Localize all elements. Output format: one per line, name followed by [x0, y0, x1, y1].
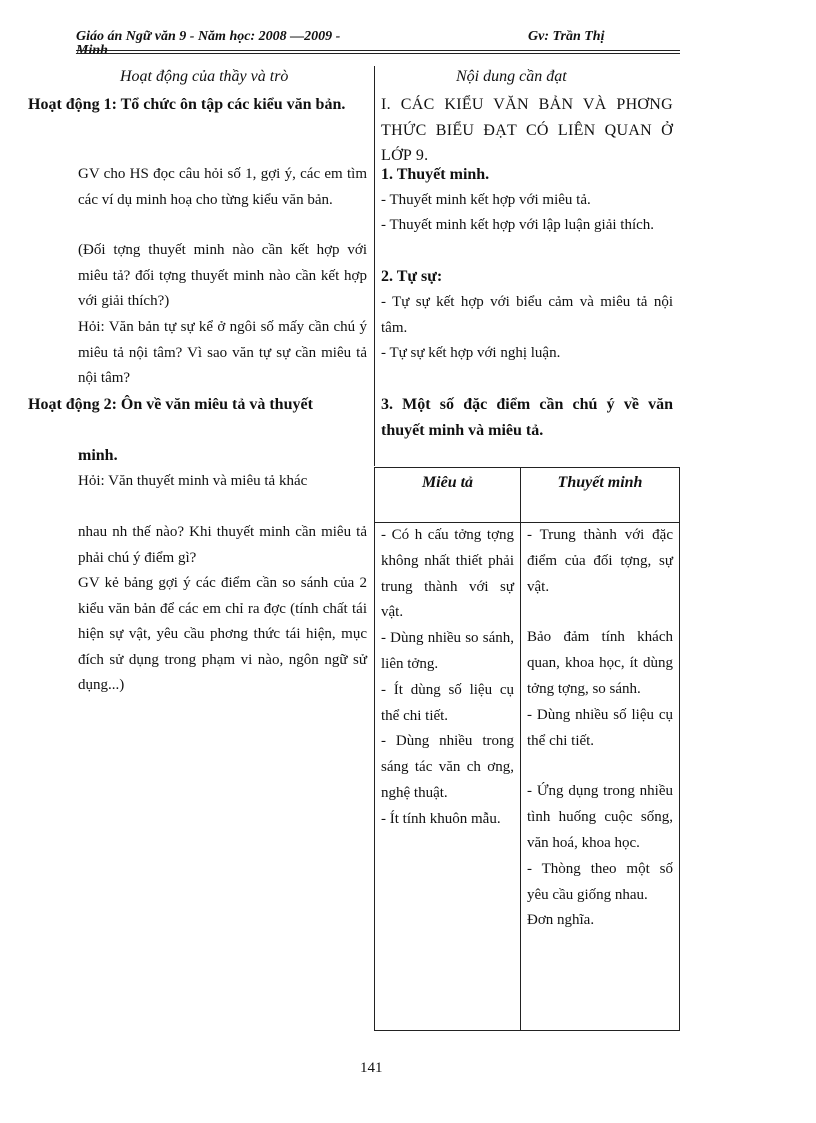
sub1-title: 1. Thuyết minh.	[381, 166, 490, 183]
thuyet-minh-item: Bảo đảm tính khách quan, khoa học, ít dùng tởng tợng, so sánh.	[527, 629, 673, 697]
left-column-title: Hoạt động của thầy và trò	[120, 68, 289, 85]
sub1-item: - Thuyết minh kết hợp với miêu tả.	[381, 192, 591, 208]
table-header-mieu-ta: Miêu tả	[375, 468, 521, 523]
mieu-ta-item: - Dùng nhiều so sánh, liên tởng.	[381, 630, 514, 672]
sub2-title: 2. Tự sự:	[381, 268, 443, 285]
page-header	[76, 29, 680, 58]
activity1-text: GV cho HS đọc câu hỏi số 1, gợi ý, các em tìm các ví dụ minh hoạ cho từng kiểu văn bản.	[78, 166, 367, 208]
thuyet-minh-item: - Ứng dụng trong nhiều tình huống cuộc sống, văn hoá, khoa học.	[527, 783, 673, 851]
sub2-item: - Tự sự kết hợp với nghị luận.	[381, 345, 561, 361]
activity1-paren: (Đối tợng thuyết minh nào cần kết hợp với miêu tả? đối tợng thuyết minh nào cần kết hợp với giải thích?)	[78, 242, 367, 309]
mieu-ta-item: - Dùng nhiều trong sáng tác văn ch ơng, nghệ thuật.	[381, 733, 514, 801]
header-course: Giáo án Ngữ văn 9 - Năm học: 2008 —2009 -	[76, 29, 341, 44]
comparison-table	[374, 467, 680, 1031]
table-header-row	[375, 468, 680, 523]
right-column-title: Nội dung cần đạt	[456, 68, 567, 85]
thuyet-minh-item: - Dùng nhiều số liệu cụ thể chi tiết.	[527, 706, 673, 749]
activity2-title: Hoạt động 2: Ôn về văn miêu tả và thuyết	[28, 396, 313, 413]
thuyet-minh-item: - Thòng theo một số yêu cầu giống nhau.	[527, 860, 673, 903]
activity2-title-cont: minh.	[78, 447, 118, 464]
column-divider	[374, 66, 375, 466]
mieu-ta-item: - Ít tính khuôn mẫu.	[381, 810, 501, 827]
thuyet-minh-cell	[521, 523, 680, 1031]
activity2-question-rest: nhau nh thế nào? Khi thuyết minh cần miêu tả phải chú ý điểm gì?	[78, 524, 367, 566]
thuyet-minh-item: - Trung thành với đặc điểm của đối tợng, sự vật.	[527, 527, 673, 595]
header-rule-top	[76, 50, 680, 51]
header-teacher: Gv: Trần Thị	[528, 29, 605, 44]
header-rule-bottom	[76, 53, 680, 54]
sub3-title: 3. Một số đặc điểm cần chú ý về văn thuyết minh và miêu tả.	[381, 396, 673, 439]
activity2-gv-text: GV kẻ bảng gợi ý các điểm cần so sánh của 2 kiểu văn bản để các em chỉ ra đợc (tính chất tái hiện sự vật, yêu cầu phơng thức tái hiện, mục đích sử dụng trong phạm vi nào, ngôn ngữ sử dụng...)	[78, 575, 367, 693]
mieu-ta-item: - Ít dùng số liệu cụ thể chi tiết.	[381, 681, 514, 724]
activity1-question: Hỏi: Văn bản tự sự kể ở ngôi số mấy cần chú ý miêu tả nội tâm? Vì sao văn tự sự cần miêu tả nội tâm?	[78, 319, 367, 386]
table-row	[375, 523, 680, 1031]
section1-title: I. CÁC KIỂU VĂN BẢN VÀ PHƠNG THỨC BIỂU ĐẠT CÓ LIÊN QUAN Ở LỚP 9.	[381, 96, 673, 164]
header-teacher-cont: Minh	[76, 43, 108, 58]
mieu-ta-cell	[375, 523, 521, 1031]
sub1-item: - Thuyết minh kết hợp với lập luận giải thích.	[381, 217, 655, 233]
activity2-question-first: Hỏi: Văn thuyết minh và miêu tả khác	[78, 473, 308, 489]
sub2-item: - Tự sự kết hợp với biểu cảm và miêu tả nội tâm.	[381, 294, 673, 336]
thuyet-minh-item: Đơn nghĩa.	[527, 912, 595, 929]
activity1-title: Hoạt động 1: Tổ chức ôn tập các kiểu văn bản.	[28, 96, 346, 113]
table-header-thuyet-minh: Thuyết minh	[521, 468, 680, 523]
page-number: 141	[360, 1060, 383, 1076]
mieu-ta-item: - Có h cấu tởng tợng không nhất thiết phải trung thành với sự vật.	[381, 527, 514, 621]
